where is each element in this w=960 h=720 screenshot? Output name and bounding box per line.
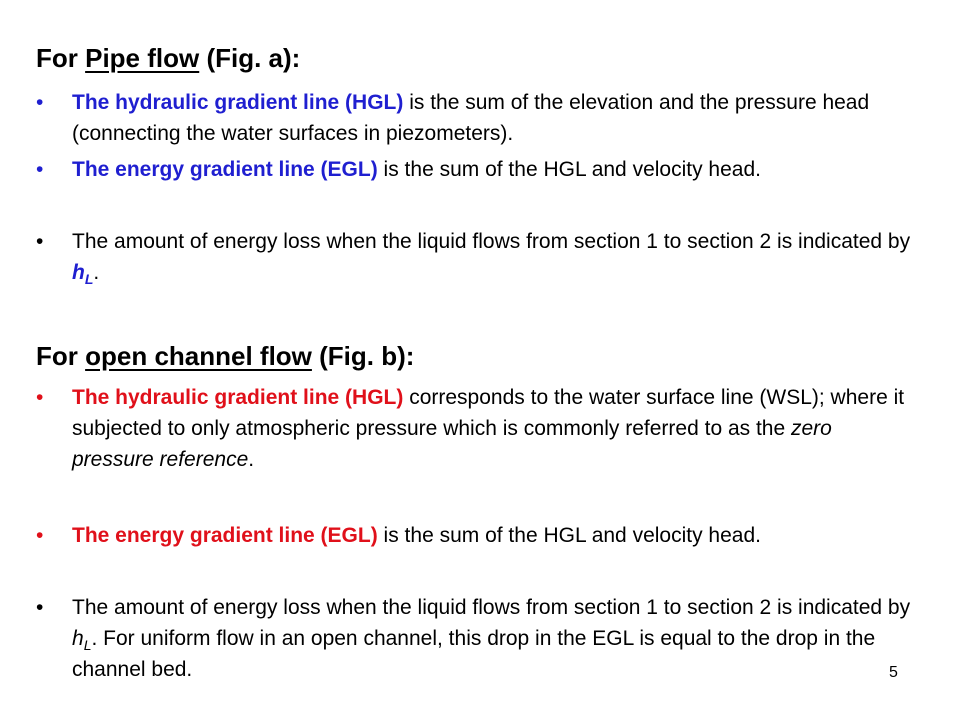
bullet-marker: • (36, 230, 44, 253)
bullet-egl-channel (36, 520, 916, 551)
bullet-end: . (93, 261, 100, 284)
bullet-text: corresponds to the water surface line (WSL); where it subjected to only atmospheric pressure which is commonly referred to as the (72, 386, 905, 440)
term-egl: The energy gradient line (EGL) (72, 524, 378, 547)
italic-term: zero pressure reference (72, 417, 832, 471)
bullet-hgl-channel (36, 382, 916, 475)
bullet-end: . (248, 448, 255, 471)
heading-suffix: (Fig. b): (311, 341, 415, 371)
bullet-marker: • (36, 386, 44, 409)
bullet-energy-loss-channel (36, 592, 916, 685)
bullet-marker: • (36, 596, 44, 619)
bullet-energy-loss-pipe (36, 226, 916, 288)
page-number: 5 (889, 664, 898, 681)
bullet-marker: • (36, 524, 44, 547)
bullet-text: The amount of energy loss when the liquid flows from section 1 to section 2 is indicated by (72, 230, 911, 253)
bullet-marker: • (36, 158, 44, 181)
symbol-subscript: L (84, 271, 94, 288)
bullet-end: . For uniform flow in an open channel, this drop in the EGL is equal to the drop in the channel bed. (72, 627, 876, 681)
heading-suffix: (Fig. a): (199, 43, 301, 73)
bullet-marker: • (36, 91, 44, 114)
symbol-subscript: L (83, 637, 92, 654)
bullet-text: is the sum of the HGL and velocity head. (377, 524, 761, 547)
heading-prefix: For (36, 341, 86, 371)
term-hgl: The hydraulic gradient line (HGL) (72, 91, 404, 114)
bullet-text: is the sum of the HGL and velocity head. (377, 158, 761, 181)
heading-underlined-term: Pipe flow (85, 43, 200, 73)
term-egl: The energy gradient line (EGL) (72, 158, 378, 181)
bullet-hgl-pipe (36, 87, 916, 149)
bullet-egl-pipe (36, 154, 916, 185)
heading-open-channel-flow (36, 340, 414, 372)
heading-underlined-term: open channel flow (85, 341, 312, 371)
bullet-text: The amount of energy loss when the liquid flows from section 1 to section 2 is indicated by (72, 596, 911, 619)
bullet-text: is the sum of the elevation and the pressure head (connecting the water surfaces in piezometers). (72, 91, 870, 145)
heading-pipe-flow (36, 42, 300, 74)
symbol-h: h (72, 627, 84, 650)
term-hgl: The hydraulic gradient line (HGL) (72, 386, 404, 409)
symbol-h: h (72, 261, 85, 284)
heading-prefix: For (36, 43, 86, 73)
